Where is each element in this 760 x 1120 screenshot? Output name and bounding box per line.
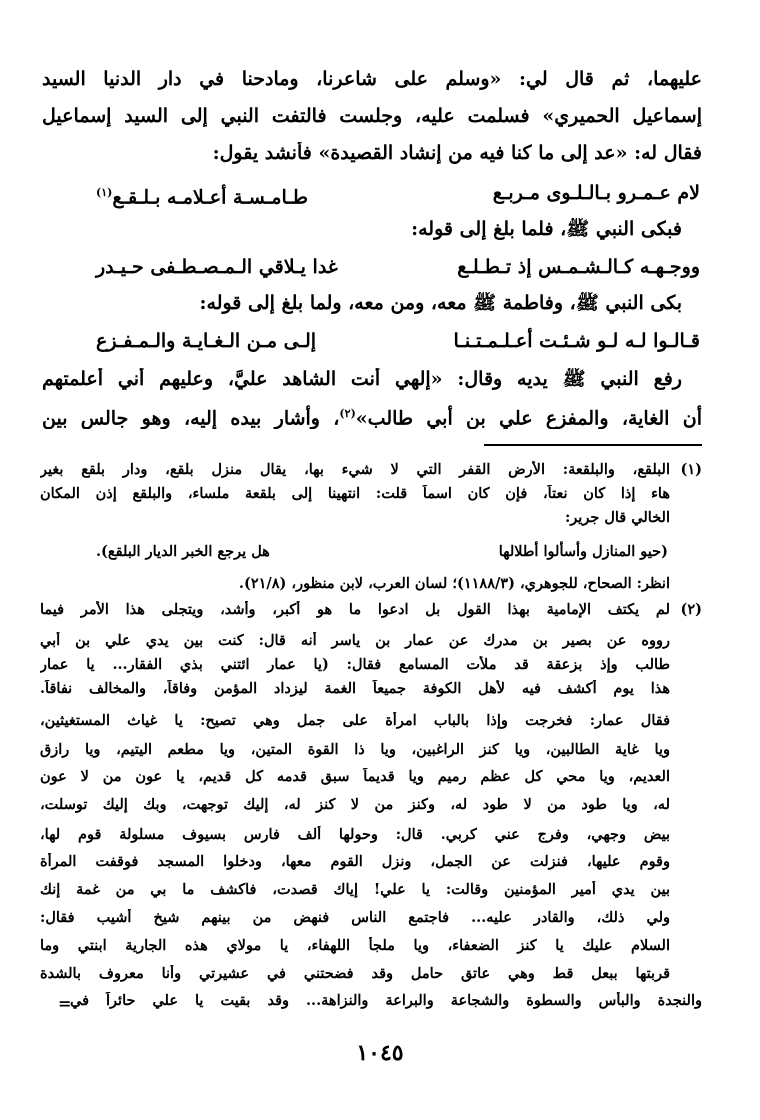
footnote-2-line-15: والنجدة والبأس والسطوة والشجاعة والبراعة والنزاهة... وقد بقيت يا علي حائراً في <box>70 992 702 1009</box>
footnote-ref-2: (٢) <box>339 407 356 420</box>
body-line-1: عليهما، ثم قال لي: «وسلم على شاعرنا، ومادحنا في دار الدنيا السيد <box>42 68 702 90</box>
footnote-1-number: (١) <box>680 461 702 478</box>
footnote-2-line-10: وقوم عليها، فنزلت عن الجمل، ونزل القوم معها، ودخلوا المسجد فوقفت المرأة <box>40 853 670 870</box>
footnote-2-line-14: قربتها ببعل قط وهي عاتق حامل وقد فضحتني في عشيرتي وأنا معروف بالشدة <box>40 965 670 982</box>
footnote-2-line-12: ولي ذلك، والقادر عليه... فاجتمع الناس فنهض من بينهم شيخ أشيب فقال: <box>40 909 670 926</box>
body-line-7 <box>42 403 702 429</box>
body-line-3: فقال له: «عد إلى ما كنا فيه من إنشاد القصيدة» فأنشد يقول: <box>212 142 702 164</box>
body-line-5: بكى النبي ﷺ، وفاطمة ﷺ معه، ومن معه، ولما بلغ إلى قوله: <box>199 292 682 314</box>
verse-2-first-hemistich: ووجـهـه كـالـشـمـس إذ تـطـلـع <box>457 256 700 278</box>
footnote-1-line-3: الخالي قال جرير: <box>564 509 670 526</box>
body-line-7-end: ، وأشار بيده إليه، وهو جالس بين <box>42 407 340 430</box>
footnote-2-line-5: فقال عمار: فخرجت وإذا بالباب امرأة على جمل وهي تصيح: يا غياث المستغيثين، <box>40 712 670 729</box>
verse-1-second-hemistich <box>96 182 308 208</box>
footnote-2-line-8: له، ويا طود من لا طود له، وكنز من لا كنز له، إليك توجهت، وبك إليك توسلت، <box>40 796 670 813</box>
verse-1-text: طـامـسـة أعـلامـه بـلـقـع <box>112 186 308 209</box>
verse-3-first-hemistich: قـالـوا لـه لـو شـئـت أعـلـمـتـنـا <box>453 330 700 352</box>
footnote-1-line-4: انظر: الصحاح، للجوهري، (١١٨٨/٣)؛ لسان العرب، لابن منظور، (٢١/٨). <box>238 575 670 592</box>
footnote-2-line-7: العديم، ويا محي كل عظم رميم ويا قديماً سبق قدمه كل قديم، يا عون من لا عون <box>40 768 670 785</box>
footnote-ref-1: (١) <box>96 186 113 199</box>
body-line-6: رفع النبي ﷺ يديه وقال: «إلهي أنت الشاهد عليَّ، وعليهم أني أعلمتهم <box>42 368 682 390</box>
footnote-1-line-2: هاء إذا كان نعتاً، فإن كان اسماً قلت: انتهينا إلى بلقعة ملساء، والبلقع إذن المكان <box>40 485 670 502</box>
footnote-2-line-6: ويا غاية الطالبين، ويا كنز الراغبين، ويا ذا القوة المتين، ويا مطعم اليتيم، ويا رازق <box>40 741 670 758</box>
continuation-mark: = <box>58 994 72 1013</box>
page-number: ١٠٤٥ <box>356 1040 404 1066</box>
footnote-1-line-1: البلقع، والبلقعة: الأرض القفر التي لا شيء بها، يقال منزل بلقع، ودار بلقع بغير <box>40 461 670 478</box>
footnote-2-line-13: السلام عليك يا كنز الضعفاء، ويا ملجأ اللهفاء، يا مولاي هذه الجارية ابنتي وما <box>40 937 670 954</box>
footnote-2-line-4: هذا يوم أكشف فيه لأهل الكوفة جميعاً الغمة ليزداد المؤمن وفاقاً، والمخالف نفاقاً. <box>40 680 670 697</box>
footnote-1-verse-first: (حيو المنازل وأسألوا أطلالها <box>498 543 668 560</box>
body-line-7-start: أن الغاية، والمفزع علي بن أبي طالب» <box>355 407 702 430</box>
footnote-2-number: (٢) <box>680 601 702 618</box>
footnote-1-verse-second: هل يرجع الخبر الديار البلقع). <box>96 543 270 560</box>
footnote-2-line-2: رووه عن بصير بن مدرك عن عمار بن ياسر أنه قال: كنت بين يدي علي بن أبي <box>40 632 670 649</box>
body-line-2: إسماعيل الحميري» فسلمت عليه، وجلست فالتفت النبي إلى السيد إسماعيل <box>42 105 702 127</box>
body-line-4: فبكى النبي ﷺ، فلما بلغ إلى قوله: <box>411 218 682 240</box>
verse-3-second-hemistich: إلـى مـن الـغـايـة والـمـفـزع <box>96 330 317 352</box>
verse-2-second-hemistich: غدا يـلاقي الـمـصـطـفى حـيـدر <box>96 256 338 278</box>
verse-1-first-hemistich: لام عـمـرو بـالـلـوى مـربـع <box>492 182 700 204</box>
footnote-2-line-11: بين يدي أمير المؤمنين وقالت: يا علي! إياك قصدت، فاكشف ما بي من غمة إنك <box>40 881 670 898</box>
footnote-2-line-1: لم يكتف الإمامية بهذا القول بل ادعوا ما هو أكبر، وأشد، ويتجلى هذا الأمر فيما <box>40 601 670 618</box>
footnote-separator <box>484 444 702 446</box>
footnote-2-line-9: بيض وجهي، وفرج عني كربي. قال: وحولها ألف فارس بسيوف مسلولة قوم لها، <box>40 826 670 843</box>
footnote-2-line-3: طالب وإذ بزعقة قد ملأت المسامع فقال: (يا عمار ائتني بذي الفقار... يا عمار <box>40 656 670 673</box>
